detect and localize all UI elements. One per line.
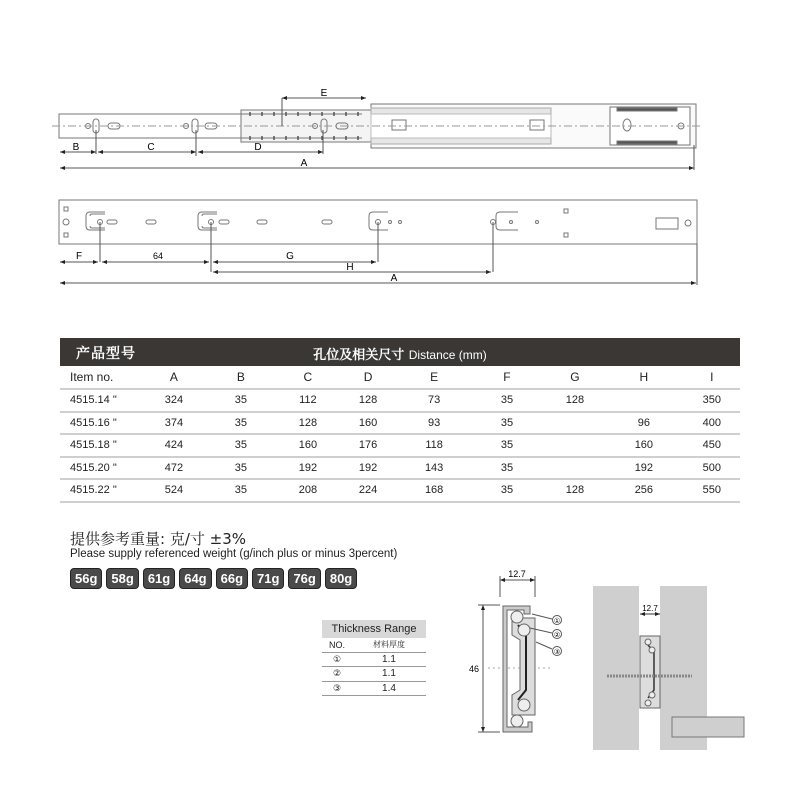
thickness-row: ③ 1.4 xyxy=(322,682,426,697)
weight-badges xyxy=(70,568,357,589)
thickness-row: ① 1.1 xyxy=(322,653,426,668)
thickness-col-material: 材料厚度 xyxy=(373,640,405,650)
table-row: 4515.14 " 324 35 112 128 73 35 128 350 xyxy=(60,390,740,413)
table-header-bar xyxy=(60,338,740,366)
outer-member-hole-drawing xyxy=(0,195,800,295)
col-d: D xyxy=(363,370,373,384)
weight-badge: 56g xyxy=(70,568,102,589)
header-distance-en: Distance (mm) xyxy=(408,348,487,362)
weight-badge: 66g xyxy=(216,568,248,589)
installation-drawing xyxy=(580,570,750,750)
weight-badge: 61g xyxy=(143,568,175,589)
cross-section-drawing xyxy=(450,565,580,745)
table-column-headers xyxy=(60,366,740,390)
weight-badge: 76g xyxy=(288,568,320,589)
col-c: C xyxy=(303,370,313,384)
col-a: A xyxy=(169,370,178,384)
col-item: Item no. xyxy=(70,370,114,384)
dim-label-a2: A xyxy=(390,273,398,284)
table-row: 4515.20 " 472 35 192 192 143 35 192 500 xyxy=(60,458,740,481)
slide-side-view-drawing xyxy=(0,80,800,180)
thickness-col-no: NO. xyxy=(328,639,345,650)
weight-subtitle: Please supply referenced weight (g/inch plus or minus 3percent) xyxy=(70,548,398,560)
table-row: 4515.16 " 374 35 128 160 93 35 96 400 xyxy=(60,413,740,436)
dim-label-e: E xyxy=(320,88,328,99)
callout-1: ① xyxy=(553,618,561,625)
thickness-row: ② 1.1 xyxy=(322,667,426,682)
col-h: H xyxy=(639,370,649,384)
header-distance-cn: 孔位及相关尺寸 xyxy=(313,348,405,363)
dim-label-64: 64 xyxy=(152,251,164,261)
dim-label-b: B xyxy=(72,142,80,153)
header-item-model: 产品型号 xyxy=(76,346,136,362)
col-g: G xyxy=(570,370,580,384)
dim-label-d: D xyxy=(254,142,262,153)
dimension-table xyxy=(60,338,740,503)
width-label: 12.7 xyxy=(508,569,526,579)
weight-title: 提供参考重量: 克/寸 ±3% xyxy=(70,530,247,548)
callout-2: ② xyxy=(553,632,561,639)
col-i: I xyxy=(710,370,714,384)
height-label: 46 xyxy=(468,664,480,674)
col-f: F xyxy=(503,370,511,384)
table-row: 4515.18 " 424 35 160 176 118 35 160 450 xyxy=(60,435,740,458)
thickness-table xyxy=(322,620,426,696)
gap-label: 12.7 xyxy=(642,604,658,613)
dim-label-a: A xyxy=(300,158,308,169)
thickness-title: Thickness Range xyxy=(322,620,426,638)
weight-badge: 58g xyxy=(106,568,138,589)
dim-label-c: C xyxy=(147,142,155,153)
table-row: 4515.22 " 524 35 208 224 168 35 128 256 550 xyxy=(60,480,740,503)
weight-badge: 80g xyxy=(325,568,357,589)
col-b: B xyxy=(236,370,245,384)
callout-3: ③ xyxy=(553,649,561,656)
dim-label-h: H xyxy=(346,262,354,273)
weight-badge: 71g xyxy=(252,568,284,589)
dim-label-g: G xyxy=(286,251,294,262)
col-e: E xyxy=(430,370,439,384)
dim-label-f: F xyxy=(75,251,83,262)
weight-badge: 64g xyxy=(179,568,211,589)
